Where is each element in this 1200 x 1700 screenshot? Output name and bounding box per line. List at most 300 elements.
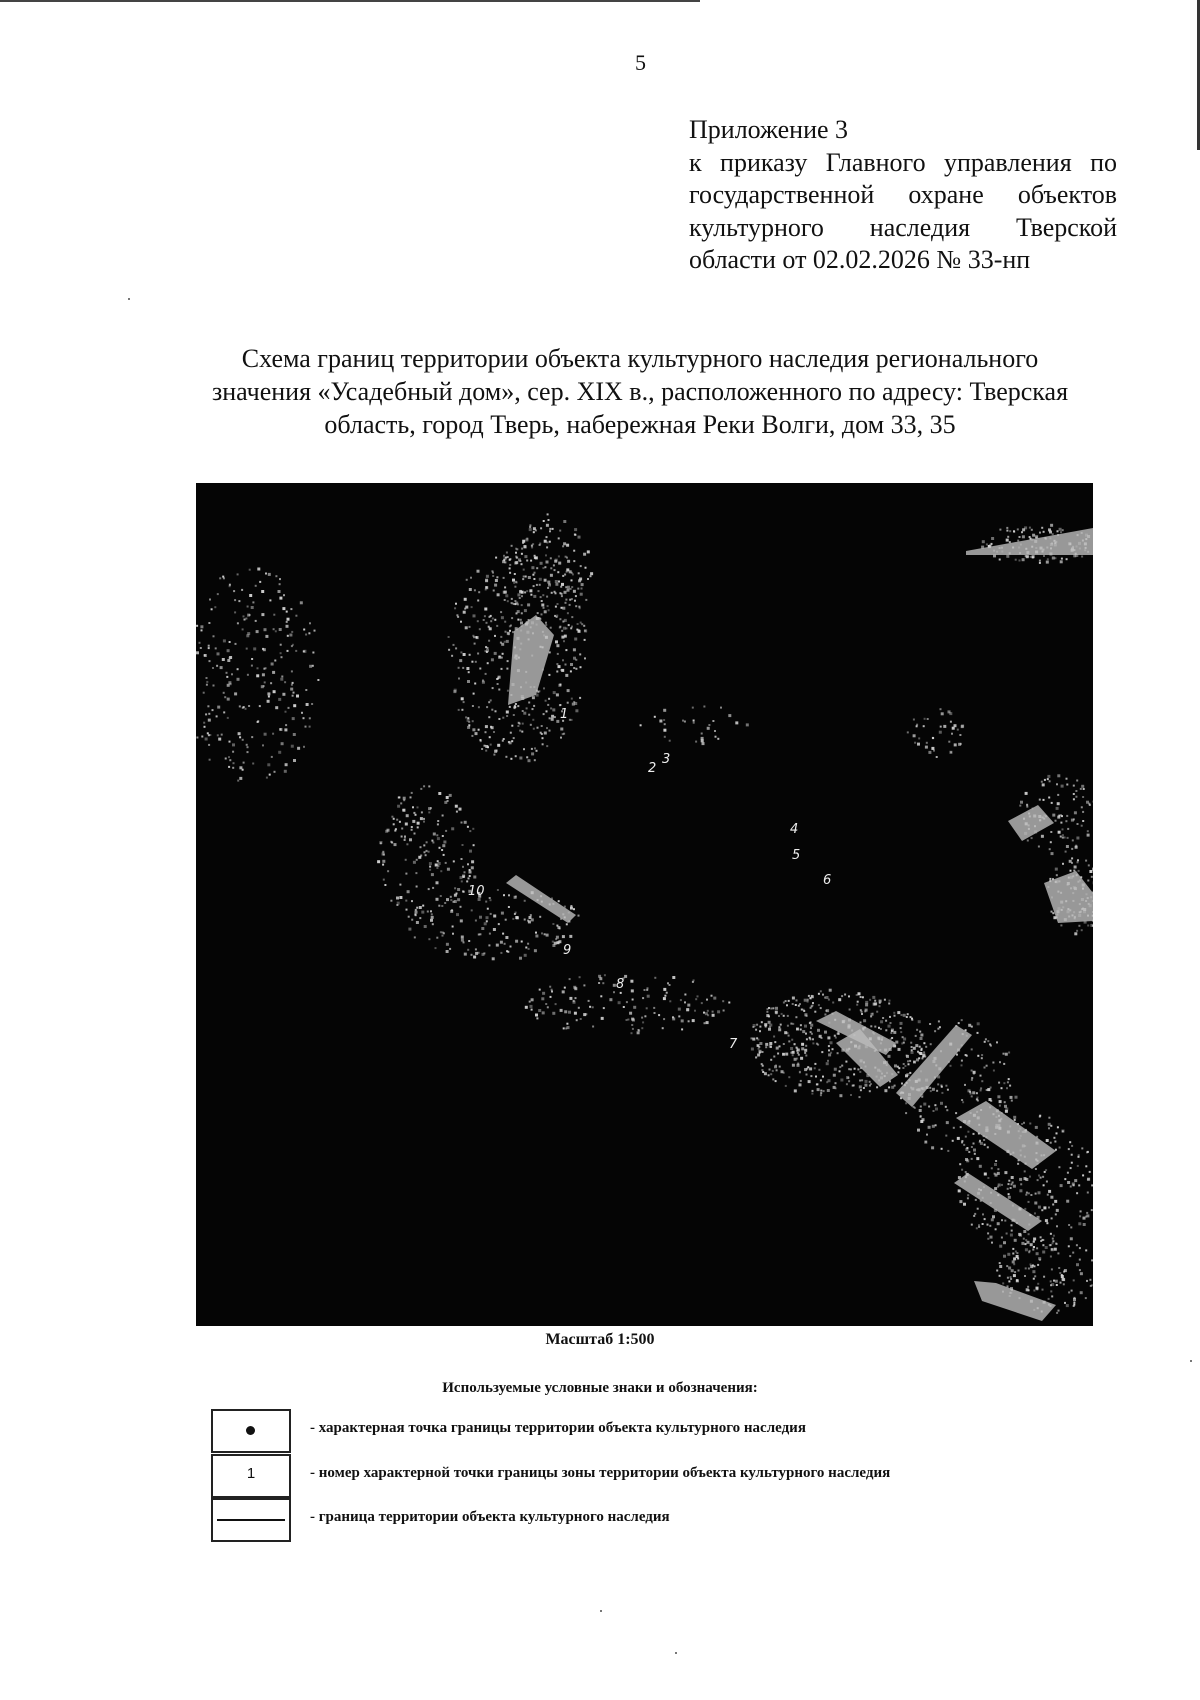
speckle-dot bbox=[805, 1055, 807, 1057]
speckle-dot bbox=[701, 733, 703, 735]
point-label: 3 bbox=[662, 752, 671, 767]
speckle-dot bbox=[564, 619, 567, 622]
speckle-dot bbox=[542, 567, 544, 569]
speckle-dot bbox=[920, 1120, 923, 1123]
speckle-dot bbox=[1086, 1280, 1088, 1282]
speckle-dot bbox=[695, 741, 697, 743]
point-label: 1 bbox=[560, 707, 569, 722]
speckle-dot bbox=[547, 587, 549, 589]
speckle-dot bbox=[208, 744, 210, 746]
speckle-dot bbox=[814, 1063, 816, 1065]
speckle-dot bbox=[454, 607, 456, 609]
speckle-dot bbox=[436, 834, 438, 836]
speckle-dot bbox=[268, 573, 271, 576]
speckle-dot bbox=[853, 1073, 855, 1075]
speckle-dot bbox=[519, 757, 522, 760]
speckle-dot bbox=[1092, 801, 1093, 803]
speckle-dot bbox=[396, 897, 399, 900]
speckle-dot bbox=[403, 797, 406, 800]
speckle-dot bbox=[934, 1104, 936, 1106]
speckle-dot bbox=[542, 737, 544, 739]
speckle-dot bbox=[546, 934, 549, 937]
speckle-dot bbox=[787, 1032, 789, 1034]
speckle-dot bbox=[531, 566, 534, 569]
speckle-dot bbox=[446, 898, 449, 901]
speckle-dot bbox=[559, 626, 561, 628]
speckle-dot bbox=[1029, 1176, 1031, 1178]
speckle-dot bbox=[872, 1013, 874, 1015]
speckle-dot bbox=[1015, 1096, 1018, 1099]
speckle-dot bbox=[1087, 830, 1089, 832]
speckle-dot bbox=[955, 1112, 957, 1114]
speckle-dot bbox=[561, 607, 563, 609]
speckle-dot bbox=[570, 907, 573, 910]
speckle-dot bbox=[515, 552, 517, 554]
speckle-dot bbox=[568, 1011, 571, 1014]
speckle-dot bbox=[779, 1066, 781, 1068]
speckle-dot bbox=[898, 1067, 900, 1069]
speckle-dot bbox=[578, 572, 580, 574]
speckle-dot bbox=[819, 1035, 822, 1038]
speckle-dot bbox=[532, 708, 534, 710]
speckle-dot bbox=[865, 1009, 868, 1012]
speckle-dot bbox=[525, 538, 528, 541]
speckle-dot bbox=[869, 999, 871, 1001]
speckle-dot bbox=[196, 625, 198, 627]
speckle-dot bbox=[309, 622, 311, 624]
speckle-dot bbox=[1050, 841, 1052, 843]
speckle-dot bbox=[432, 923, 434, 925]
speckle-dot bbox=[999, 1265, 1002, 1268]
speckle-dot bbox=[1041, 1209, 1043, 1211]
speckle-dot bbox=[761, 1021, 763, 1023]
speckle-dot bbox=[1025, 792, 1028, 795]
speckle-dot bbox=[431, 913, 433, 915]
speckle-dot bbox=[404, 836, 406, 838]
speckle-dot bbox=[383, 879, 385, 881]
speckle-dot bbox=[1056, 1284, 1058, 1286]
point-number-icon: 1 bbox=[246, 1465, 256, 1482]
speckle-dot bbox=[849, 1009, 851, 1011]
speckle-dot bbox=[206, 684, 208, 686]
speckle-dot bbox=[255, 585, 257, 587]
speckle-dot bbox=[471, 909, 473, 911]
speckle-dot bbox=[765, 1046, 767, 1048]
speckle-dot bbox=[824, 997, 826, 999]
speckle-dot bbox=[515, 940, 518, 943]
speckle-dot bbox=[654, 1012, 656, 1014]
speckle-dot bbox=[543, 713, 545, 715]
speckle-dot bbox=[916, 725, 918, 727]
speckle-dot bbox=[500, 636, 502, 638]
speckle-dot bbox=[587, 550, 590, 553]
speckle-dot bbox=[999, 529, 1001, 531]
map-canvas bbox=[196, 483, 1093, 1326]
speckle-dot bbox=[971, 1146, 973, 1148]
speckle-dot bbox=[507, 951, 509, 953]
speckle-dot bbox=[399, 821, 401, 823]
speckle-dot bbox=[1017, 528, 1019, 530]
speckle-dot bbox=[799, 1083, 802, 1086]
speckle-dot bbox=[913, 719, 915, 721]
speckle-dot bbox=[559, 704, 561, 706]
speckle-dot bbox=[279, 597, 282, 600]
speckle-dot bbox=[1048, 1190, 1051, 1193]
speckle-dot bbox=[515, 581, 517, 583]
speckle-dot bbox=[891, 1029, 894, 1032]
speckle-dot bbox=[521, 612, 523, 614]
speckle-dot bbox=[872, 996, 875, 999]
speckle-dot bbox=[293, 733, 296, 736]
speckle-dot bbox=[1017, 1163, 1019, 1165]
speckle-dot bbox=[620, 992, 622, 994]
speckle-dot bbox=[752, 1038, 755, 1041]
speckle-dot bbox=[245, 618, 247, 620]
speckle-dot bbox=[961, 1064, 963, 1066]
speckle-dot bbox=[977, 1208, 979, 1210]
speckle-dot bbox=[1025, 1239, 1027, 1241]
speckle-dot bbox=[473, 956, 476, 959]
speckle-dot bbox=[982, 1213, 984, 1215]
speckle-dot bbox=[1075, 796, 1077, 798]
speckle-dot bbox=[1025, 1243, 1027, 1245]
speckle-dot bbox=[971, 1077, 973, 1079]
speckle-dot bbox=[1038, 1206, 1041, 1209]
speckle-dot bbox=[279, 628, 282, 631]
speckle-dot bbox=[377, 860, 380, 863]
speckle-dot bbox=[770, 1059, 772, 1061]
speckle-dot bbox=[245, 708, 247, 710]
speckle-dot bbox=[963, 1203, 966, 1206]
speckle-dot bbox=[462, 667, 464, 669]
speckle-dot bbox=[467, 949, 469, 951]
speckle-dot bbox=[1091, 1259, 1093, 1261]
speckle-dot bbox=[312, 652, 314, 654]
speckle-dot bbox=[1050, 1290, 1052, 1292]
speckle-dot bbox=[1028, 1268, 1030, 1270]
speckle-dot bbox=[923, 1042, 925, 1044]
point-label: 5 bbox=[792, 848, 801, 863]
speckle-dot bbox=[902, 1067, 904, 1069]
speckle-dot bbox=[1078, 1154, 1080, 1156]
speckle-dot bbox=[269, 774, 271, 776]
speckle-dot bbox=[978, 1226, 980, 1228]
speckle-dot bbox=[570, 670, 572, 672]
speckle-dot bbox=[456, 893, 458, 895]
speckle-dot bbox=[1046, 561, 1049, 564]
speckle-dot bbox=[486, 575, 489, 578]
speckle-dot bbox=[782, 1053, 785, 1056]
speckle-dot bbox=[237, 622, 239, 624]
speckle-dot bbox=[1043, 1206, 1046, 1209]
speckle-dot bbox=[812, 1042, 814, 1044]
speckle-dot bbox=[1005, 1107, 1008, 1110]
speckle-dot bbox=[991, 1218, 994, 1221]
speckle-dot bbox=[810, 1027, 812, 1029]
speckle-dot bbox=[510, 758, 512, 760]
speckle-dot bbox=[828, 999, 830, 1001]
legend-text-point: - характерная точка границы территории объекта культурного наследия bbox=[310, 1420, 806, 1436]
speckle-dot bbox=[876, 1011, 878, 1013]
speckle-dot bbox=[1070, 1186, 1072, 1188]
speckle-dot bbox=[1009, 530, 1011, 532]
speckle-dot bbox=[543, 520, 545, 522]
speckle-dot bbox=[222, 658, 225, 661]
speckle-dot bbox=[792, 997, 795, 1000]
speckle-dot bbox=[482, 681, 485, 684]
speckle-dot bbox=[511, 602, 513, 604]
speckle-dot bbox=[1043, 799, 1045, 801]
speckle-dot bbox=[844, 994, 846, 996]
speckle-dot bbox=[439, 847, 441, 849]
speckle-dot bbox=[533, 578, 535, 580]
speckle-dot bbox=[646, 989, 648, 991]
speckle-dot bbox=[518, 558, 521, 561]
speckle-dot bbox=[1071, 1290, 1073, 1292]
speckle-dot bbox=[581, 583, 584, 586]
speckle-dot bbox=[810, 1007, 812, 1009]
speckle-dot bbox=[284, 681, 286, 683]
speckle-dot bbox=[901, 1014, 903, 1016]
speckle-dot bbox=[702, 742, 705, 745]
speckle-dot bbox=[1026, 806, 1028, 808]
speckle-dot bbox=[837, 1052, 839, 1054]
speckle-dot bbox=[526, 560, 528, 562]
speckle-dot bbox=[408, 928, 411, 931]
speckle-dot bbox=[248, 705, 250, 707]
speckle-dot bbox=[452, 933, 454, 935]
map-background bbox=[196, 483, 1093, 1326]
speckle-dot bbox=[663, 988, 666, 991]
speckle-dot bbox=[438, 905, 440, 907]
speckle-dot bbox=[921, 1057, 923, 1059]
speckle-dot bbox=[252, 601, 254, 603]
speckle-dot bbox=[764, 1072, 767, 1075]
speckle-dot bbox=[440, 895, 442, 897]
speckle-dot bbox=[317, 679, 319, 681]
appendix-header bbox=[689, 114, 1117, 277]
speckle-dot bbox=[1067, 1181, 1070, 1184]
speckle-dot bbox=[820, 990, 822, 992]
speckle-dot bbox=[444, 801, 447, 804]
speckle-dot bbox=[515, 703, 517, 705]
speckle-dot bbox=[801, 1009, 803, 1011]
speckle-dot bbox=[906, 1016, 908, 1018]
speckle-dot bbox=[968, 1024, 971, 1027]
speckle-dot bbox=[1042, 1244, 1044, 1246]
speckle-dot bbox=[567, 1026, 570, 1029]
speckle-dot bbox=[523, 569, 525, 571]
speckle-dot bbox=[894, 1015, 896, 1017]
speckle-dot bbox=[496, 944, 499, 947]
speckle-dot bbox=[1039, 562, 1041, 564]
speckle-dot bbox=[459, 808, 462, 811]
speckle-dot bbox=[228, 766, 230, 768]
speckle-dot bbox=[1049, 531, 1052, 534]
speckle-dot bbox=[1082, 820, 1084, 822]
speckle-dot bbox=[897, 1071, 899, 1073]
speckle-dot bbox=[488, 701, 490, 703]
speckle-dot bbox=[956, 1054, 958, 1056]
speckle-dot bbox=[925, 1141, 927, 1143]
speckle-dot bbox=[1011, 1224, 1013, 1226]
speckle-dot bbox=[801, 1043, 804, 1046]
speckle-dot bbox=[478, 952, 480, 954]
speckle-dot bbox=[1048, 797, 1050, 799]
speckle-dot bbox=[550, 627, 552, 629]
speckle-dot bbox=[382, 864, 384, 866]
speckle-dot bbox=[903, 1042, 905, 1044]
speckle-dot bbox=[448, 636, 450, 638]
speckle-dot bbox=[289, 634, 292, 637]
speckle-dot bbox=[227, 659, 230, 662]
speckle-dot bbox=[925, 746, 928, 749]
speckle-dot bbox=[555, 580, 558, 583]
speckle-dot bbox=[540, 732, 542, 734]
speckle-dot bbox=[888, 1003, 890, 1005]
speckle-dot bbox=[755, 1029, 757, 1031]
speckle-dot bbox=[559, 530, 561, 532]
speckle-dot bbox=[486, 706, 488, 708]
speckle-dot bbox=[469, 654, 471, 656]
speckle-dot bbox=[465, 716, 467, 718]
speckle-dot bbox=[757, 1045, 759, 1047]
speckle-dot bbox=[1006, 539, 1009, 542]
speckle-dot bbox=[530, 560, 532, 562]
speckle-dot bbox=[1079, 1269, 1081, 1271]
speckle-dot bbox=[526, 707, 528, 709]
speckle-dot bbox=[806, 1038, 808, 1040]
speckle-dot bbox=[229, 585, 231, 587]
speckle-dot bbox=[916, 1058, 919, 1061]
speckle-dot bbox=[218, 738, 221, 741]
speckle-dot bbox=[455, 805, 458, 808]
speckle-dot bbox=[959, 1163, 961, 1165]
speckle-dot bbox=[415, 872, 417, 874]
speckle-dot bbox=[489, 627, 492, 630]
speckle-dot bbox=[888, 1086, 890, 1088]
speckle-dot bbox=[431, 916, 434, 919]
speckle-dot bbox=[1066, 815, 1068, 817]
speckle-dot bbox=[681, 1028, 683, 1030]
speckle-dot bbox=[237, 780, 239, 782]
speckle-dot bbox=[633, 1006, 636, 1009]
speckle-dot bbox=[1050, 1196, 1053, 1199]
speckle-dot bbox=[1048, 1123, 1051, 1126]
speckle-dot bbox=[1061, 1275, 1064, 1278]
speckle-dot bbox=[678, 1008, 681, 1011]
speckle-dot bbox=[509, 572, 511, 574]
speckle-dot bbox=[523, 576, 525, 578]
speckle-dot bbox=[822, 1076, 824, 1078]
speckle-dot bbox=[701, 737, 704, 740]
speckle-dot bbox=[246, 648, 248, 650]
speckle-dot bbox=[939, 1026, 941, 1028]
speckle-dot bbox=[1068, 1245, 1070, 1247]
speckle-dot bbox=[859, 1085, 862, 1088]
speckle-dot bbox=[790, 1052, 792, 1054]
speckle-dot bbox=[458, 667, 460, 669]
speckle-dot bbox=[394, 843, 397, 846]
speckle-dot bbox=[1008, 1193, 1010, 1195]
speckle-dot bbox=[1006, 1233, 1008, 1235]
speckle-dot bbox=[788, 1035, 790, 1037]
speckle-dot bbox=[544, 610, 547, 613]
speckle-dot bbox=[485, 586, 487, 588]
speckle-dot bbox=[490, 913, 492, 915]
speckle-dot bbox=[1075, 846, 1078, 849]
speckle-dot bbox=[517, 593, 520, 596]
speckle-dot bbox=[940, 1085, 942, 1087]
speckle-dot bbox=[923, 725, 925, 727]
speckle-dot bbox=[430, 919, 433, 922]
speckle-dot bbox=[841, 995, 843, 997]
speckle-dot bbox=[1037, 1264, 1039, 1266]
speckle-dot bbox=[601, 1017, 604, 1020]
speckle-dot bbox=[273, 614, 275, 616]
speckle-dot bbox=[557, 571, 559, 573]
speckle-dot bbox=[551, 592, 553, 594]
speckle-dot bbox=[1050, 1233, 1052, 1235]
speckle-dot bbox=[820, 1094, 822, 1096]
speckle-dot bbox=[533, 527, 536, 530]
speckle-dot bbox=[508, 906, 510, 908]
speckle-dot bbox=[552, 941, 554, 943]
speckle-dot bbox=[991, 543, 993, 545]
speckle-dot bbox=[519, 957, 522, 960]
speckle-dot bbox=[284, 770, 287, 773]
speckle-dot bbox=[812, 1038, 814, 1040]
speckle-dot bbox=[414, 936, 416, 938]
speckle-dot bbox=[1046, 1222, 1048, 1224]
speckle-dot bbox=[561, 669, 564, 672]
speckle-dot bbox=[1062, 1130, 1064, 1132]
speckle-dot bbox=[1085, 1297, 1087, 1299]
speckle-dot bbox=[826, 1062, 829, 1065]
speckle-dot bbox=[826, 1009, 829, 1012]
speckle-dot bbox=[306, 703, 309, 706]
speckle-dot bbox=[835, 1037, 837, 1039]
speckle-dot bbox=[928, 1126, 931, 1129]
speckle-dot bbox=[457, 898, 460, 901]
speckle-dot bbox=[1051, 802, 1053, 804]
speckle-dot bbox=[498, 923, 500, 925]
speckle-dot bbox=[1049, 878, 1051, 880]
speckle-dot bbox=[500, 952, 502, 954]
speckle-dot bbox=[433, 833, 436, 836]
speckle-dot bbox=[543, 687, 545, 689]
speckle-dot bbox=[494, 584, 497, 587]
speckle-dot bbox=[773, 1056, 775, 1058]
speckle-dot bbox=[920, 1115, 922, 1117]
speckle-dot bbox=[973, 1215, 975, 1217]
speckle-dot bbox=[759, 1052, 761, 1054]
speckle-dot bbox=[1081, 785, 1084, 788]
speckle-dot bbox=[854, 1068, 856, 1070]
speckle-dot bbox=[1069, 860, 1072, 863]
speckle-dot bbox=[524, 555, 527, 558]
speckle-dot bbox=[1043, 1184, 1045, 1186]
speckle-dot bbox=[428, 888, 430, 890]
speckle-dot bbox=[644, 1015, 646, 1017]
speckle-dot bbox=[911, 1051, 914, 1054]
speckle-dot bbox=[239, 777, 242, 780]
speckle-dot bbox=[247, 746, 249, 748]
speckle-dot bbox=[1058, 1166, 1060, 1168]
speckle-dot bbox=[804, 1068, 807, 1071]
speckle-dot bbox=[980, 1087, 982, 1089]
speckle-dot bbox=[694, 1010, 696, 1012]
